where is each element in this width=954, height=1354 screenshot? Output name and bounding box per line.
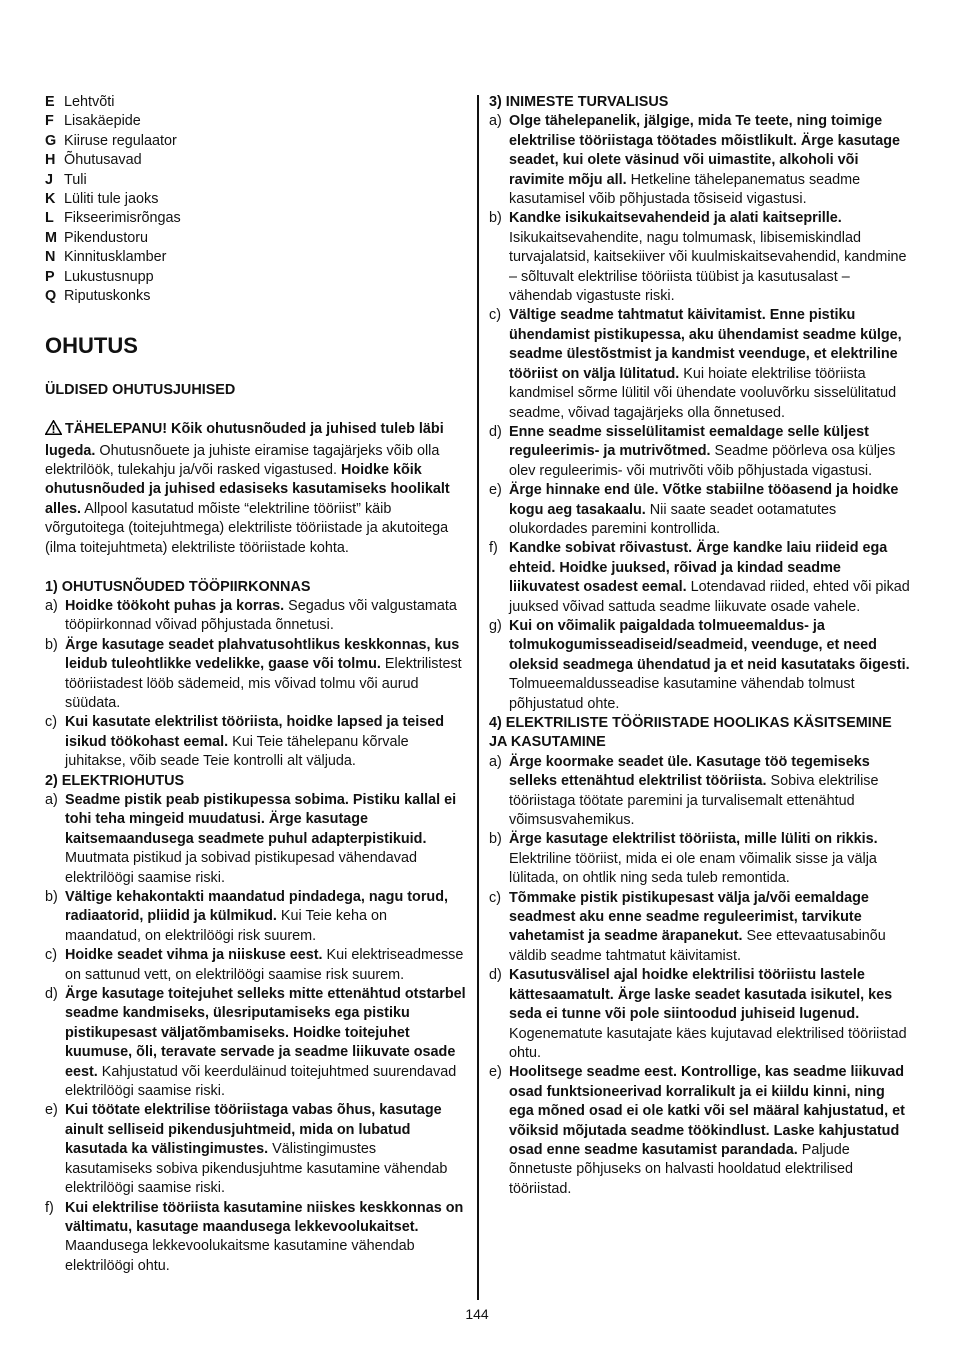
list-item: a) Hoidke töökoht puhas ja korras. Segadus või valgustamata tööpiirkonnad võivad põhjustada õnnetusi. [45, 597, 457, 634]
list-item: f) Kandke sobivat rõivastust. Ärge kandke laiu riideid ega ehteid. Hoidke juuksed, rõivad ja kindad seadme liikuvatest osadest eemal. Lotendavad riided, ehted või pikad juuksed võivad sattuda seadme liikuvate osade vahele. [489, 540, 910, 615]
list-item: c) Hoidke seadet vihma ja niiskuse eest. Kui elektriseadmesse on sattunud vett, on elektrilöögi saamise risk suurem. [45, 947, 464, 983]
page-number: 144 [465, 1306, 489, 1322]
list-item: b) Ärge kasutage elektrilist tööriista, mille lüliti on rikkis. Elektriline tööriist, mida ei ole enam võimalik sisse ja välja lülitada, on ohtlik ning seda tuleb remontida. [489, 831, 878, 887]
left-column [45, 93, 467, 1276]
list-item: N Kinnitusklamber [45, 249, 167, 266]
list-item: e) Kui töötate elektrilise tööriistaga vabas õhus, kasutage ainult selliseid pikendusjuhtmeid, mida on lubatud kasutada ka välistingimustes. Välistingimustes kasutamiseks sobiva pikendusjuhtme kasutamine vähendab elektrilöögi saamise riski. [45, 1102, 448, 1197]
list-item: M Pikendustoru [45, 229, 148, 246]
list-item: c) Tõmmake pistik pistikupesast välja ja/või eemaldage seadmest aku enne seadme reguleerimist, tarvikute vahetamist ja seadme ärapanekut. See ettevaatusabinõu väldib seadme tahtmatut käivitamist. [489, 889, 886, 964]
list-item: e) Hoolitsege seadme eest. Kontrollige, kas seadme liikuvad osad funktsioneerivad korralikult ja ei kiildu kinni, ning ega mõned osad ei ole katki või sel määral kahjustatud, et võiksid mõjutada seadme töökindlust. Laske kahjustatud osad enne seadme kasutamist parandada. Paljude õnnetuste põhjuseks on halvasti hooldatud elektrilised tööriistad. [489, 1064, 905, 1197]
list-item: b) Ärge kasutage seadet plahvatusohtlikus keskkonnas, kus leidub tuleohtlikke vedelikke, gaase või tolmu. Elektrilistest tööriistadest lööb sädemeid, mis võivad tolmu või aurud süüdata. [45, 636, 462, 711]
list-item: e) Ärge hinnake end üle. Võtke stabiilne tööasend ja hoidke kogu aeg tasakaalu. Nii saate seadet ootamatutes olukordades paremini kontrollida. [489, 482, 899, 537]
section-heading: 1) OHUTUSNÕUDED TÖÖPIIRKONNAS [45, 578, 311, 595]
warning-triangle-icon [45, 420, 62, 441]
list-item: a) Seadme pistik peab pistikupessa sobima. Pistiku kallal ei tohi teha mingeid muudatusi. Ärge kasutage kaitsemaandusega seadmete puhul adapterpistikuid. Muutmata pistikud ja sobivad pistikupesad vähendavad elektrilöögi saamise riski. [45, 791, 457, 886]
section-heading: 2) ELEKTRIOHUTUS [45, 772, 185, 789]
list-item: H Õhutusavad [45, 152, 142, 169]
warning-paragraph: TÄHELEPANU! Kõik ohutusnõuded ja juhised tuleb läbi lugeda. Ohutusnõuete ja juhiste eiramise tagajärjeks võib olla elektrilöök, tulekahju ja/või rasked vigastused. Hoidke kõik ohutusnõuded ja juhised edasiseks kasutamiseks hoolikalt alles. Allpool kasutatud mõiste “elektriline tööriist” käib võrgutoitega (toitejuhtmega) elektriliste tööriistade ja akutoitega (ilma toitejuhtmeta) elektriliste tööriistade kohta. [45, 421, 450, 556]
list-item: c) Vältige seadme tahtmatut käivitamist. Enne pistiku ühendamist pistikupessa, aku ühendamist seadme külge, seadme ülestõstmist ja kandmist veenduge, et elektriline tööriist on välja lülitatud. Kui hoiate elektrilise tööriista kandmisel sõrme lülitil või ühendate vooluvõrku sisselülitatud seadme, võivad tagajärjeks olla õnnetused. [489, 307, 902, 421]
section-2-list [45, 791, 467, 1276]
list-item: a) Ärge koormake seadet üle. Kasutage töö tegemiseks selleks ettenähtud elektrilist tööriista. Sobiva elektrilise tööriistaga töötate paremini ja turvalisemalt ettenähtud võimsusvahemikus. [489, 753, 879, 829]
section-4-list [489, 753, 911, 1199]
list-item: c) Kui kasutate elektrilist tööriista, hoidke lapsed ja teised isikud töökohast eemal. Kui Teie tähelepanu kõrvale juhitakse, võib seade Teie kontrolli alt väljuda. [45, 714, 445, 770]
section-1-list [45, 597, 467, 772]
list-item: J Tuli [45, 171, 87, 188]
section-3-list [489, 112, 911, 714]
list-item: b) Kandke isikukaitsevahendeid ja alati kaitseprille. Isikukaitsevahendite, nagu tolmumask, libisemiskindlad turvajalatsid, kaitsekiiver või kuulmiskaitsevahendid, kandmine – sõltuvalt elektrilise tööriista tüübist ja kasutusalast – vähendab vigastuste riski. [489, 210, 907, 305]
list-item: L Fikseerimisrõngas [45, 210, 181, 227]
column-divider [477, 95, 479, 1300]
list-item: a) Olge tähelepanelik, jälgige, mida Te teete, ning toimige elektrilise tööriistaga töötades mõistlikult. Ärge kasutage seadet, kui olete väsinud või uimastite, alkoholi või ravimite mõju all. Hetkeline tähelepanematus seadme kasutamisel võib põhjustada tõsiseid vigastusi. [489, 113, 901, 208]
list-item: P Lukustusnupp [45, 268, 154, 285]
list-item: Q Riputuskonks [45, 288, 151, 305]
list-item: E Lehtvõti [45, 94, 115, 110]
page-title: OHUTUS [45, 333, 138, 359]
section-heading: 4) ELEKTRILISTE TÖÖRIISTADE HOOLIKAS KÄSITSEMINE JA KASUTAMINE [489, 715, 892, 751]
section-subtitle: ÜLDISED OHUTUSJUHISED [45, 382, 236, 399]
list-item: f) Kui elektrilise tööriista kasutamine niiskes keskkonnas on vältimatu, kasutage maandusega lekkevoolukaitset. Maandusega lekkevoolukaitsme kasutamine vähendab elektrilöögi ohtu. [45, 1199, 464, 1274]
list-item: G Kiiruse regulaator [45, 132, 177, 149]
list-item: F Lisakäepide [45, 113, 141, 130]
list-item: g) Kui on võimalik paigaldada tolmueemaldus- ja tolmukogumisseadiseid/seadmeid, veenduge, et need oleksid seadmega ühendatud ja et neid kasutataks õigesti. Tolmueemaldusseadise kasutamine vähendab tolmust põhjustatud ohte. [489, 617, 910, 712]
list-item: b) Vältige kehakontakti maandatud pindadega, nagu torud, radiaatorid, pliidid ja külmikud. Kui Teie keha on maandatud, on elektrilöögi risk suurem. [45, 889, 449, 944]
list-item: K Lüliti tule jaoks [45, 191, 159, 208]
list-item: d) Kasutusvälisel ajal hoidke elektrilisi tööriistu lastele kättesaamatult. Ärge laske seadet kasutada isikutel, kes seda ei tunne või pole siintoodud juhiseid lugenud. Kogenematute kasutajate käes kujutavad elektrilised tööriistad ohtu. [489, 967, 907, 1061]
section-heading: 3) INIMESTE TURVALISUS [489, 94, 669, 110]
right-column [489, 93, 911, 1199]
list-item: d) Ärge kasutage toitejuhet selleks mitte ettenähtud otstarbel seadme kandmiseks, ülesriputamiseks ega pistiku pistikupesast väljatõmbamiseks. Hoidke toitejuhet kuumuse, õli, teravate servade ja seadme liikuvate osade eest. Kahjustatud või keerduläinud toitejuhtmed suurendavad elektrilöögi saamise riski. [45, 986, 466, 1100]
parts-list [45, 93, 467, 306]
list-item: d) Enne seadme sisselülitamist eemaldage selle küljest reguleerimis- ja mutrivõtmed. Seadme pöörleva osa küljes olev reguleerimis- või mutrivõti võib põhjustada vigastusi. [489, 423, 896, 479]
